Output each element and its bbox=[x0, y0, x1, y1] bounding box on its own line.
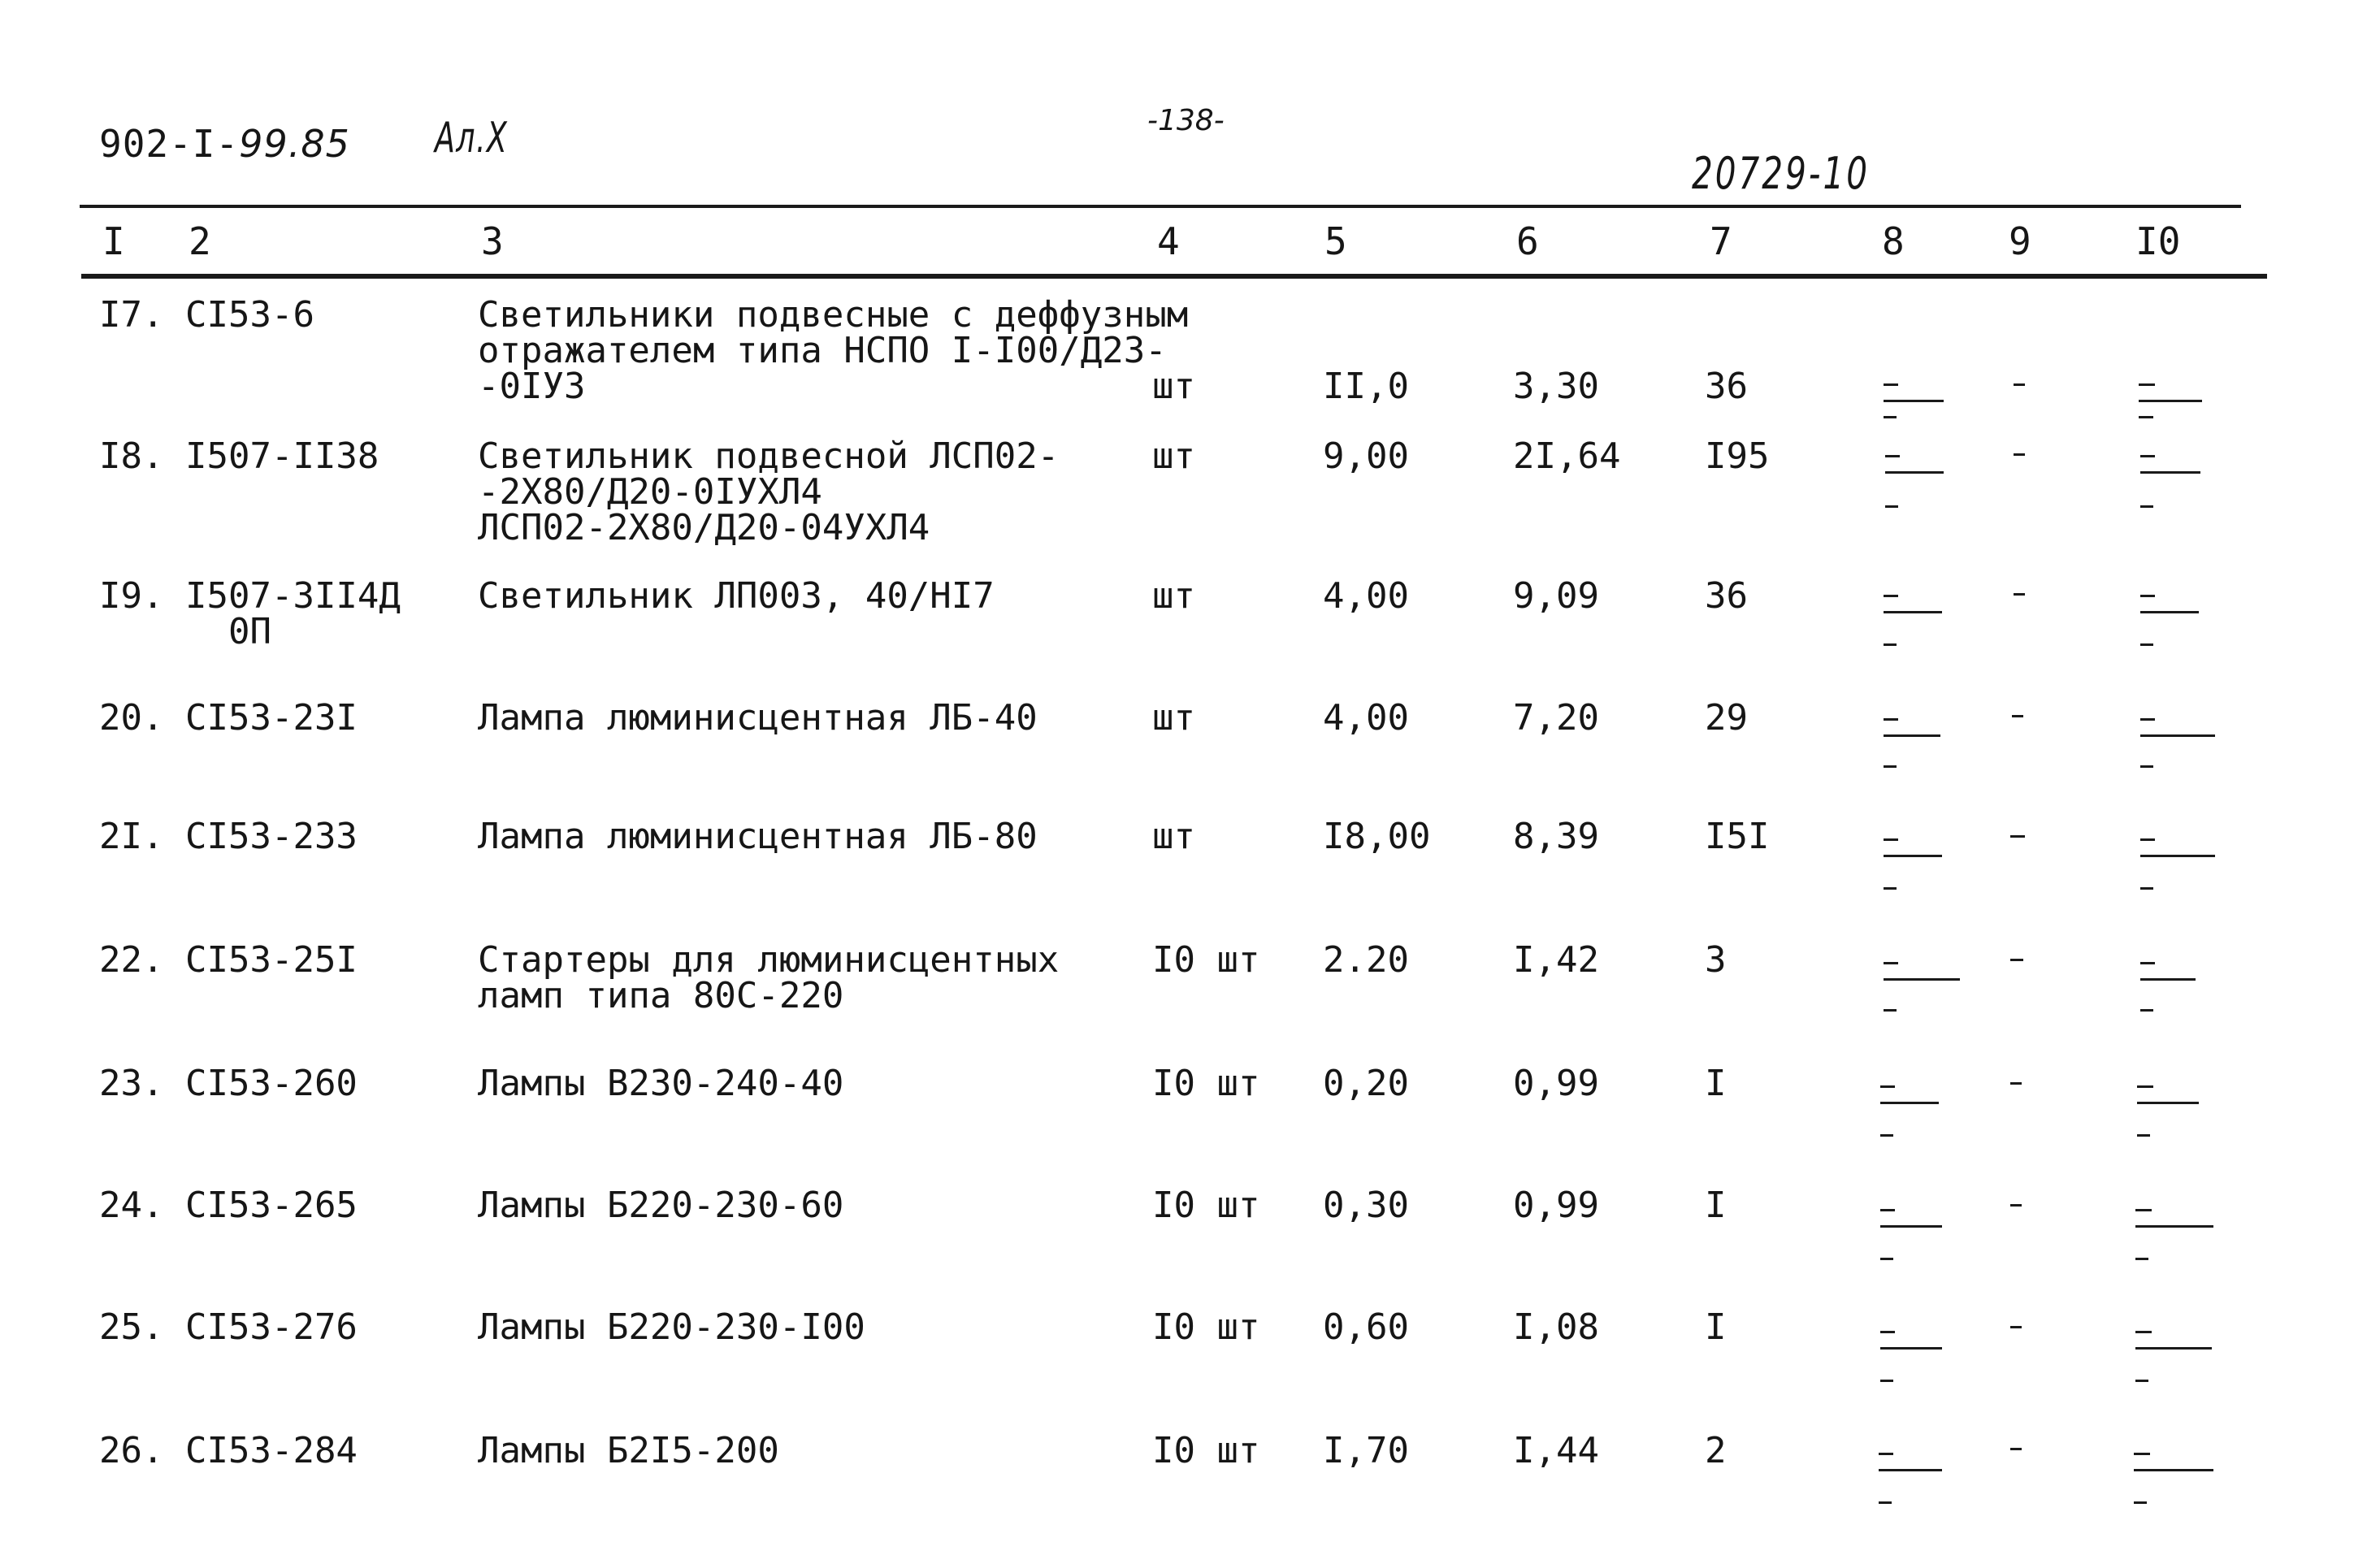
document-number bbox=[99, 122, 350, 166]
dash-mark bbox=[1879, 1453, 1893, 1455]
row-unit: шт bbox=[1152, 435, 1195, 477]
dash-mark bbox=[2010, 835, 2025, 838]
row-price: 0,99 bbox=[1513, 1063, 1599, 1104]
dash-mark bbox=[1884, 978, 1960, 981]
row-code: CI53-265 bbox=[185, 1185, 358, 1226]
row-code: I507-II38 bbox=[185, 435, 379, 477]
row-name: Лампы Б220-230-I00 bbox=[478, 1306, 865, 1348]
column-number-10: I0 bbox=[2135, 219, 2181, 263]
dash-mark bbox=[2135, 1347, 2212, 1350]
dash-mark bbox=[2134, 1501, 2147, 1504]
dash-mark bbox=[1880, 1209, 1895, 1211]
row-quantity: 2.20 bbox=[1323, 939, 1409, 981]
row-code: CI53-284 bbox=[185, 1430, 358, 1471]
row-name: Светильники подвесные с деффузным отражателем типа НСПО I-I00/Д23- -0IУ3 bbox=[478, 294, 1189, 407]
dash-mark bbox=[2140, 643, 2153, 646]
dash-mark bbox=[1884, 718, 1898, 721]
dash-mark bbox=[1884, 595, 1898, 597]
row-code: CI53-25I bbox=[185, 939, 358, 981]
row-unit: шт bbox=[1152, 697, 1195, 739]
dash-mark bbox=[2137, 1102, 2199, 1104]
row-price: 7,20 bbox=[1513, 697, 1599, 739]
row-quantity: 4,00 bbox=[1323, 575, 1409, 617]
dash-mark bbox=[1885, 471, 1944, 474]
row-quantity: I8,00 bbox=[1323, 816, 1431, 857]
dash-mark bbox=[2135, 1331, 2152, 1333]
column-number-8: 8 bbox=[1882, 219, 1905, 263]
dash-mark bbox=[2140, 765, 2153, 768]
dash-mark bbox=[1884, 383, 1898, 386]
dash-mark bbox=[2139, 416, 2153, 418]
column-number-4: 4 bbox=[1157, 219, 1180, 263]
row-unit: I0 шт bbox=[1152, 1185, 1260, 1226]
dash-mark bbox=[2140, 978, 2196, 981]
row-number: I9. bbox=[99, 575, 164, 617]
dash-mark bbox=[2140, 838, 2155, 841]
dash-mark bbox=[2140, 734, 2215, 737]
row-name: Лампы Б220-230-60 bbox=[478, 1185, 844, 1226]
row-name: Лампа люминисцентная ЛБ-40 bbox=[478, 697, 1038, 739]
row-number: 22. bbox=[99, 939, 164, 981]
row-price: 0,99 bbox=[1513, 1185, 1599, 1226]
dash-mark bbox=[2140, 887, 2153, 890]
row-price: 3,30 bbox=[1513, 366, 1599, 407]
row-price: 8,39 bbox=[1513, 816, 1599, 857]
row-code: CI53-6 bbox=[185, 294, 314, 336]
dash-mark bbox=[2014, 453, 2025, 456]
row-code: CI53-276 bbox=[185, 1306, 358, 1348]
document-number-handwritten: 99.85 bbox=[239, 122, 350, 166]
dash-mark bbox=[1880, 1225, 1942, 1228]
row-code: I507-3II4Д 0П bbox=[185, 575, 401, 652]
dash-mark bbox=[1884, 416, 1897, 418]
dash-mark bbox=[1880, 1085, 1895, 1088]
row-quantity: 4,00 bbox=[1323, 697, 1409, 739]
header-rule bbox=[81, 274, 2267, 279]
column-number-2: 2 bbox=[189, 219, 211, 263]
dash-mark bbox=[1884, 855, 1942, 857]
dash-mark bbox=[1884, 1009, 1897, 1012]
row-code: CI53-233 bbox=[185, 816, 358, 857]
row-sum: 3 bbox=[1705, 939, 1727, 981]
row-price: I,08 bbox=[1513, 1306, 1599, 1348]
row-sum: I5I bbox=[1705, 816, 1770, 857]
dash-mark bbox=[1880, 1331, 1895, 1333]
dash-mark bbox=[1884, 838, 1898, 841]
dash-mark bbox=[2135, 1225, 2213, 1228]
column-number-3: 3 bbox=[481, 219, 504, 263]
dash-mark bbox=[2140, 611, 2199, 613]
dash-mark bbox=[1880, 1134, 1893, 1137]
row-sum: 36 bbox=[1705, 575, 1748, 617]
dash-mark bbox=[2140, 455, 2155, 457]
row-unit: I0 шт bbox=[1152, 1063, 1260, 1104]
dash-mark bbox=[2010, 1082, 2022, 1085]
dash-mark bbox=[2140, 962, 2155, 964]
dash-mark bbox=[2139, 383, 2155, 386]
row-unit: I0 шт bbox=[1152, 1430, 1260, 1471]
row-unit: шт bbox=[1152, 816, 1195, 857]
dash-mark bbox=[2012, 715, 2023, 717]
row-name: Лампа люминисцентная ЛБ-80 bbox=[478, 816, 1038, 857]
dash-mark bbox=[2134, 1469, 2213, 1471]
dash-mark bbox=[2135, 1258, 2148, 1260]
row-code: CI53-260 bbox=[185, 1063, 358, 1104]
row-sum: 36 bbox=[1705, 366, 1748, 407]
dash-mark bbox=[2135, 1380, 2148, 1382]
dash-mark bbox=[1880, 1380, 1893, 1382]
row-sum: 29 bbox=[1705, 697, 1748, 739]
row-number: I8. bbox=[99, 435, 164, 477]
row-name: Светильник ЛП003, 40/НI7 bbox=[478, 575, 995, 617]
row-quantity: 0,20 bbox=[1323, 1063, 1409, 1104]
dash-mark bbox=[2137, 1085, 2153, 1088]
row-price: I,42 bbox=[1513, 939, 1599, 981]
row-name: Лампы Б2I5-200 bbox=[478, 1430, 779, 1471]
row-number: 24. bbox=[99, 1185, 164, 1226]
dash-mark bbox=[2140, 471, 2200, 474]
row-sum: I bbox=[1705, 1306, 1727, 1348]
row-price: 9,09 bbox=[1513, 575, 1599, 617]
row-number: 2I. bbox=[99, 816, 164, 857]
page-number: -138- bbox=[1147, 104, 1225, 137]
top-rule bbox=[80, 205, 2241, 208]
dash-mark bbox=[1884, 400, 1944, 402]
row-price: 2I,64 bbox=[1513, 435, 1621, 477]
dash-mark bbox=[2139, 400, 2202, 402]
dash-mark bbox=[2140, 505, 2153, 508]
row-name: Стартеры для люминисцентных ламп типа 80C-220 bbox=[478, 939, 1060, 1016]
dash-mark bbox=[1879, 1501, 1892, 1504]
dash-mark bbox=[2140, 1009, 2153, 1012]
row-number: 26. bbox=[99, 1430, 164, 1471]
dash-mark bbox=[1880, 1102, 1939, 1104]
dash-mark bbox=[1880, 1258, 1893, 1260]
dash-mark bbox=[2140, 855, 2215, 857]
column-number-7: 7 bbox=[1710, 219, 1732, 263]
dash-mark bbox=[1884, 611, 1942, 613]
row-number: 20. bbox=[99, 697, 164, 739]
row-quantity: 0,30 bbox=[1323, 1185, 1409, 1226]
dash-mark bbox=[1879, 1469, 1942, 1471]
document-code: 20729-10 bbox=[1692, 148, 1870, 199]
dash-mark bbox=[2010, 959, 2023, 961]
row-quantity: 0,60 bbox=[1323, 1306, 1409, 1348]
dash-mark bbox=[2137, 1134, 2150, 1137]
row-price: I,44 bbox=[1513, 1430, 1599, 1471]
dash-mark bbox=[1884, 734, 1940, 737]
dash-mark bbox=[2010, 1204, 2022, 1207]
row-number: 23. bbox=[99, 1063, 164, 1104]
dash-mark bbox=[2010, 1448, 2022, 1450]
row-quantity: 9,00 bbox=[1323, 435, 1409, 477]
row-sum: 2 bbox=[1705, 1430, 1727, 1471]
dash-mark bbox=[1884, 887, 1897, 890]
row-sum: I bbox=[1705, 1185, 1727, 1226]
row-quantity: I,70 bbox=[1323, 1430, 1409, 1471]
dash-mark bbox=[1880, 1347, 1942, 1350]
dash-mark bbox=[1885, 505, 1898, 508]
dash-mark bbox=[2140, 595, 2155, 597]
dash-mark bbox=[1884, 765, 1897, 768]
dash-mark bbox=[2010, 1326, 2022, 1328]
row-name: Лампы В230-240-40 bbox=[478, 1063, 844, 1104]
row-name: Светильник подвесной ЛСП02- -2Х80/Д20-0IУХЛ4 ЛСП02-2Х80/Д20-04УХЛ4 bbox=[478, 435, 1060, 548]
column-number-1: I bbox=[102, 219, 125, 263]
column-number-9: 9 bbox=[2009, 219, 2031, 263]
row-sum: I bbox=[1705, 1063, 1727, 1104]
row-quantity: II,0 bbox=[1323, 366, 1409, 407]
dash-mark bbox=[2135, 1209, 2152, 1211]
row-unit: I0 шт bbox=[1152, 1306, 1260, 1348]
column-number-6: 6 bbox=[1516, 219, 1539, 263]
row-number: I7. bbox=[99, 294, 164, 336]
album-label: Ал.X bbox=[435, 114, 509, 162]
column-number-5: 5 bbox=[1324, 219, 1347, 263]
dash-mark bbox=[2134, 1453, 2150, 1455]
dash-mark bbox=[2014, 593, 2025, 596]
row-number: 25. bbox=[99, 1306, 164, 1348]
dash-mark bbox=[1884, 643, 1897, 646]
row-unit: шт bbox=[1152, 575, 1195, 617]
row-unit: I0 шт bbox=[1152, 939, 1260, 981]
document-number-prefix: 902-I- bbox=[99, 122, 240, 166]
dash-mark bbox=[1884, 962, 1898, 964]
dash-mark bbox=[1885, 455, 1900, 457]
row-sum: I95 bbox=[1705, 435, 1770, 477]
dash-mark bbox=[2014, 383, 2025, 386]
row-unit: шт bbox=[1152, 366, 1195, 407]
dash-mark bbox=[2140, 718, 2155, 721]
row-code: CI53-23I bbox=[185, 697, 358, 739]
